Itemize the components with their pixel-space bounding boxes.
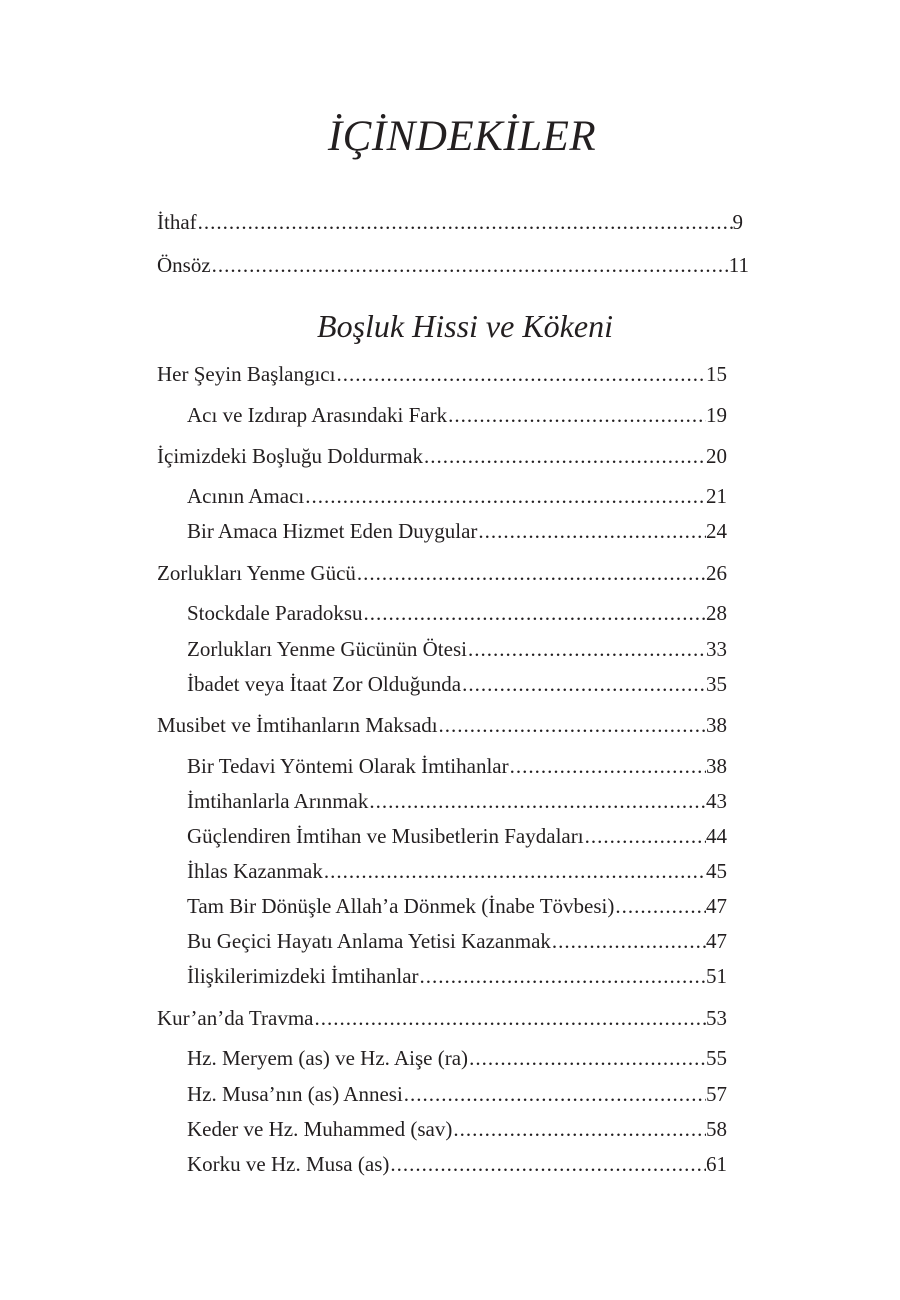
toc-entry[interactable] (157, 563, 727, 584)
toc-subentry[interactable] (187, 756, 727, 777)
toc-entry-page: 61 (706, 1152, 727, 1176)
toc-subentry[interactable] (187, 603, 727, 624)
toc-entry-page: 47 (706, 929, 727, 953)
toc-entry-onsoz[interactable] (157, 255, 749, 276)
dot-leader (585, 826, 706, 847)
dot-leader (357, 563, 706, 584)
toc-entry-label: İbadet veya İtaat Zor Olduğunda (187, 672, 462, 696)
toc-entry[interactable] (157, 364, 727, 385)
toc-entry-page: 53 (706, 1006, 727, 1030)
dot-leader (336, 364, 706, 385)
dot-leader (324, 861, 706, 882)
dot-leader (390, 1154, 706, 1175)
dot-leader (315, 1008, 707, 1029)
toc-entry-label: Stockdale Paradoksu (187, 601, 363, 625)
toc-entry-page: 57 (706, 1082, 727, 1106)
toc-entry-page: 20 (706, 444, 727, 468)
toc-subentry[interactable] (187, 1084, 727, 1105)
toc-subentry[interactable] (187, 405, 727, 426)
toc-entry-page: 38 (706, 754, 727, 778)
toc-entry-page: 58 (706, 1117, 727, 1141)
toc-entry-label: Musibet ve İmtihanların Maksadı (157, 713, 438, 737)
dot-leader (439, 715, 706, 736)
toc-entry-page: 11 (728, 253, 749, 277)
toc-subentry[interactable] (187, 861, 727, 882)
dot-leader (453, 1119, 706, 1140)
toc-entry-page: 51 (706, 964, 727, 988)
dot-leader (462, 674, 706, 695)
toc-entry-label: İlişkilerimizdeki İmtihanlar (187, 964, 419, 988)
dot-leader (510, 756, 706, 777)
toc-entry-page: 9 (732, 210, 743, 234)
toc-entry-label: Bir Tedavi Yöntemi Olarak İmtihanlar (187, 754, 509, 778)
toc-entry-label: Önsöz (157, 253, 211, 277)
dot-leader (468, 639, 706, 660)
toc-entry-label: Hz. Musa’nın (as) Annesi (187, 1082, 403, 1106)
toc-entry-label: Hz. Meryem (as) ve Hz. Aişe (ra) (187, 1046, 469, 1070)
dot-leader (469, 1048, 706, 1069)
toc-entry-page: 55 (706, 1046, 727, 1070)
page-title: İÇİNDEKİLER (327, 113, 597, 160)
toc-subentry[interactable] (187, 1119, 727, 1140)
toc-entry-label: Tam Bir Dönüşle Allah’a Dönmek (İnabe Tövbesi) (187, 894, 615, 918)
toc-entry-label: İthaf (157, 210, 197, 234)
dot-leader (615, 896, 706, 917)
toc-entry-label: Her Şeyin Başlangıcı (157, 362, 336, 386)
toc-entry-page: 43 (706, 789, 727, 813)
dot-leader (552, 931, 706, 952)
toc-entry-page: 35 (706, 672, 727, 696)
toc-entry[interactable] (157, 446, 727, 467)
toc-entry-page: 21 (706, 484, 727, 508)
toc-entry-page: 38 (706, 713, 727, 737)
toc-entry-label: İmtihanlarla Arınmak (187, 789, 369, 813)
dot-leader (420, 966, 706, 987)
toc-subentry[interactable] (187, 521, 727, 542)
toc-subentry[interactable] (187, 486, 727, 507)
toc-entry-page: 45 (706, 859, 727, 883)
toc-subentry[interactable] (187, 966, 727, 987)
toc-entry-label: Zorlukları Yenme Gücü (157, 561, 356, 585)
toc-entry-page: 26 (706, 561, 727, 585)
toc-entry[interactable] (157, 715, 727, 736)
toc-subentry[interactable] (187, 674, 727, 695)
toc-entry-page: 19 (706, 403, 727, 427)
dot-leader (369, 791, 706, 812)
section-title: Boşluk Hissi ve Kökeni (317, 308, 613, 344)
toc-subentry[interactable] (187, 791, 727, 812)
toc-subentry[interactable] (187, 931, 727, 952)
toc-entry-label: Keder ve Hz. Muhammed (sav) (187, 1117, 453, 1141)
dot-leader (364, 603, 706, 624)
dot-leader (424, 446, 706, 467)
toc-entry-page: 33 (706, 637, 727, 661)
toc-subentry[interactable] (187, 1154, 727, 1175)
toc-entry-label: İhlas Kazanmak (187, 859, 323, 883)
toc-subentry[interactable] (187, 896, 727, 917)
dot-leader (198, 212, 733, 233)
toc-subentry[interactable] (187, 826, 727, 847)
toc-entry-label: Korku ve Hz. Musa (as) (187, 1152, 390, 1176)
toc-entry-label: Bir Amaca Hizmet Eden Duygular (187, 519, 478, 543)
dot-leader (404, 1084, 706, 1105)
toc-entry-label: Güçlendiren İmtihan ve Musibetlerin Faydaları (187, 824, 584, 848)
toc-entry-label: Zorlukları Yenme Gücünün Ötesi (187, 637, 467, 661)
toc-entry-page: 28 (706, 601, 727, 625)
toc-entry-page: 47 (706, 894, 727, 918)
toc-entry-page: 24 (706, 519, 727, 543)
dot-leader (212, 255, 729, 276)
toc-entry-ithaf[interactable] (157, 212, 743, 233)
toc-entry-label: Bu Geçici Hayatı Anlama Yetisi Kazanmak (187, 929, 551, 953)
toc-entry-label: Kur’an’da Travma (157, 1006, 314, 1030)
dot-leader (305, 486, 706, 507)
toc-subentry[interactable] (187, 1048, 727, 1069)
toc-entry-label: Acının Amacı (187, 484, 305, 508)
toc-entry-label: Acı ve Izdırap Arasındaki Fark (187, 403, 448, 427)
toc-subentry[interactable] (187, 639, 727, 660)
dot-leader (448, 405, 706, 426)
dot-leader (478, 521, 706, 542)
toc-entry[interactable] (157, 1008, 727, 1029)
toc-entry-label: İçimizdeki Boşluğu Doldurmak (157, 444, 423, 468)
toc-entry-page: 15 (706, 362, 727, 386)
toc-entry-page: 44 (706, 824, 727, 848)
